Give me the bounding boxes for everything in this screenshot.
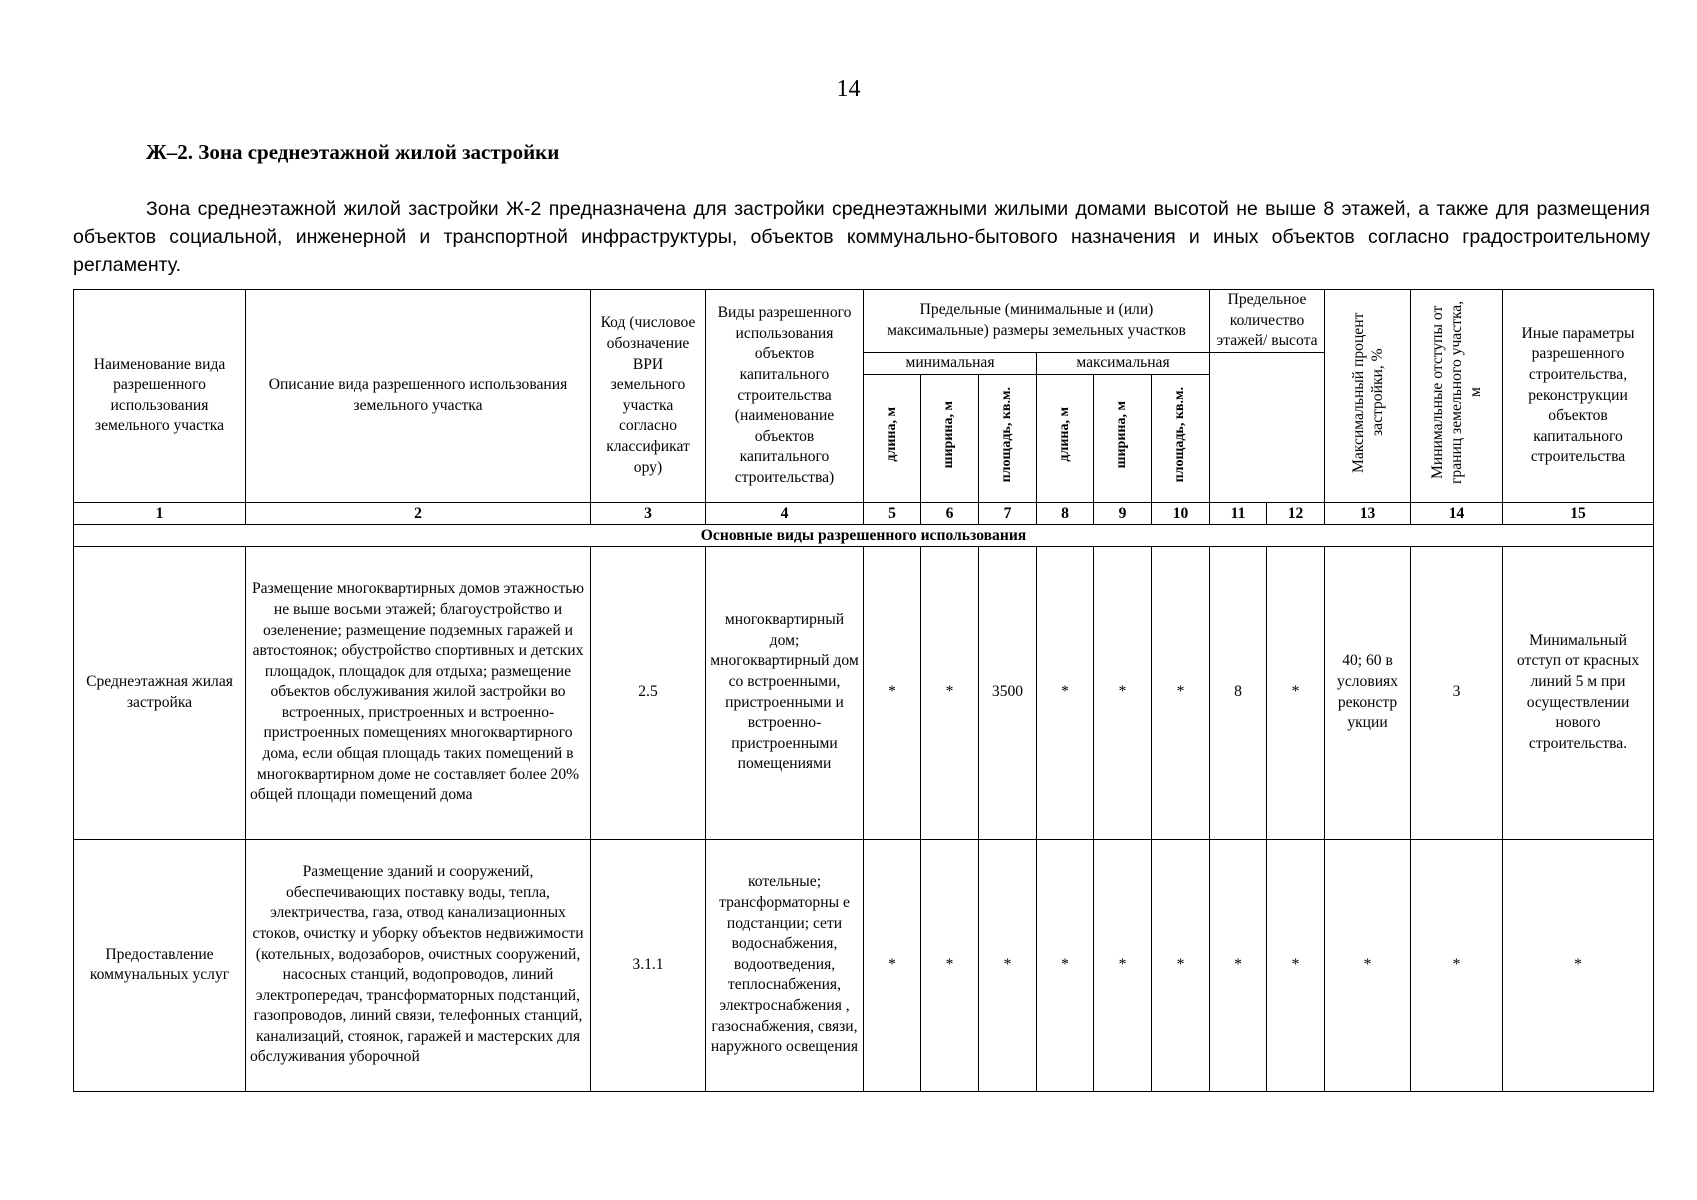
column-number: 13: [1325, 502, 1411, 524]
header-min-length: длина, м: [864, 374, 921, 502]
intro-paragraph: Зона среднеэтажной жилой застройки Ж-2 предназначена для застройки среднеэтажными жилыми домами высотой не выше 8 этажей, а также для размещения объектов социальной, инженерной и транспортной инфраструктуры, объектов коммунально-бытового назначения и иных объектов согласно градостроительному регламенту.: [73, 198, 1650, 276]
column-number: 7: [979, 502, 1037, 524]
row-max-length: *: [1037, 546, 1094, 839]
row-objects: многоквартирный дом; многоквартирный дом со встроенными, пристроенными и встроенно-пристроенными помещениями: [706, 546, 864, 839]
header-code: Код (числовое обозначение ВРИ земельного участка согласно классификат ору): [591, 290, 706, 503]
column-number: 14: [1411, 502, 1503, 524]
header-plot-sizes: Предельные (минимальные и (или) максимальные) размеры земельных участков: [864, 290, 1210, 353]
table-row: [74, 546, 1654, 839]
row-description: Размещение зданий и сооружений, обеспечивающих поставку воды, тепла, электричества, газа, отвод канализационных стоков, очистку и уборку объектов недвижимости (котельных, водозаборов, очистных сооружений, насосных станций, водопроводов, линий электропередач, трансформаторных подстанций, газопроводов, линий связи, телефонных станций, канализаций, стоянок, гаражей и мастерских для обслуживания уборочной: [246, 839, 591, 1091]
column-number: 15: [1503, 502, 1654, 524]
header-max-area: площадь, кв.м.: [1152, 374, 1210, 502]
column-numbers-row: [74, 502, 1654, 524]
header-min-width: ширина, м: [921, 374, 979, 502]
section-heading: Ж–2. Зона среднеэтажной жилой застройки: [146, 140, 560, 164]
row-max-width: *: [1094, 839, 1152, 1091]
column-number: 1: [74, 502, 246, 524]
row-code: 3.1.1: [591, 839, 706, 1091]
header-min-area: площадь, кв.м.: [979, 374, 1037, 502]
header-max-width: ширина, м: [1094, 374, 1152, 502]
row-max-area: *: [1152, 839, 1210, 1091]
header-other-params: Иные параметры разрешенного строительства, реконструкции объектов капитального строительства: [1503, 290, 1654, 503]
row-name: Предоставление коммунальных услуг: [74, 839, 246, 1091]
row-other-params: Минимальный отступ от красных линий 5 м при осуществлении нового строительства.: [1503, 546, 1654, 839]
header-max-percent: Максимальный процент застройки, %: [1325, 290, 1411, 503]
table-row: [74, 839, 1654, 1091]
row-max-area: *: [1152, 546, 1210, 839]
column-number: 5: [864, 502, 921, 524]
column-number: 3: [591, 502, 706, 524]
row-max-percent: *: [1325, 839, 1411, 1091]
row-code: 2.5: [591, 546, 706, 839]
column-number: 11: [1210, 502, 1267, 524]
column-number: 8: [1037, 502, 1094, 524]
row-floors: 8: [1210, 546, 1267, 839]
column-number: 4: [706, 502, 864, 524]
row-min-width: *: [921, 546, 979, 839]
row-min-area: 3500: [979, 546, 1037, 839]
row-objects: котельные; трансформаторны е подстанции; сети водоснабжения, водоотведения, теплоснабжения, электроснабжения , газоснабжения, связи, наружного освещения: [706, 839, 864, 1091]
header-min: минимальная: [864, 353, 1037, 375]
column-number: 9: [1094, 502, 1152, 524]
row-other-params: *: [1503, 839, 1654, 1091]
header-min-setback: Минимальные отступы от границ земельного участка, м: [1411, 290, 1503, 503]
row-min-width: *: [921, 839, 979, 1091]
header-description: Описание вида разрешенного использования земельного участка: [246, 290, 591, 503]
row-description: Размещение многоквартирных домов этажностью не выше восьми этажей; благоустройство и озеленение; размещение подземных гаражей и автостоянок; обустройство спортивных и детских площадок, площадок для отдыха; размещение объектов обслуживания жилой застройки во встроенных, пристроенных и встроенно-пристроенных помещениях многоквартирного дома, если общая площадь таких помещений в многоквартирном доме не составляет более 20% общей площади помещений дома: [246, 546, 591, 839]
column-number: 12: [1267, 502, 1325, 524]
row-min-area: *: [979, 839, 1037, 1091]
row-max-width: *: [1094, 546, 1152, 839]
section-title: Основные виды разрешенного использования: [74, 524, 1654, 546]
row-min-length: *: [864, 546, 921, 839]
row-max-percent: 40; 60 в условиях реконстр укции: [1325, 546, 1411, 839]
header-floors-group: Предельное количество этажей/ высота: [1210, 290, 1325, 353]
row-min-setback: *: [1411, 839, 1503, 1091]
row-min-length: *: [864, 839, 921, 1091]
column-number: 2: [246, 502, 591, 524]
row-max-length: *: [1037, 839, 1094, 1091]
row-height: *: [1267, 546, 1325, 839]
column-number: 10: [1152, 502, 1210, 524]
header-max: максимальная: [1037, 353, 1210, 375]
row-height: *: [1267, 839, 1325, 1091]
row-min-setback: 3: [1411, 546, 1503, 839]
regulations-table: [73, 289, 1654, 1092]
page-number: 14: [836, 76, 861, 102]
header-max-length: длина, м: [1037, 374, 1094, 502]
section-row: [74, 524, 1654, 546]
table-header: [74, 290, 1654, 503]
column-number: 6: [921, 502, 979, 524]
header-objects: Виды разрешенного использования объектов капитального строительства (наименование объектов капитального строительства): [706, 290, 864, 503]
row-name: Среднеэтажная жилая застройка: [74, 546, 246, 839]
header-name: Наименование вида разрешенного использования земельного участка: [74, 290, 246, 503]
row-floors: *: [1210, 839, 1267, 1091]
